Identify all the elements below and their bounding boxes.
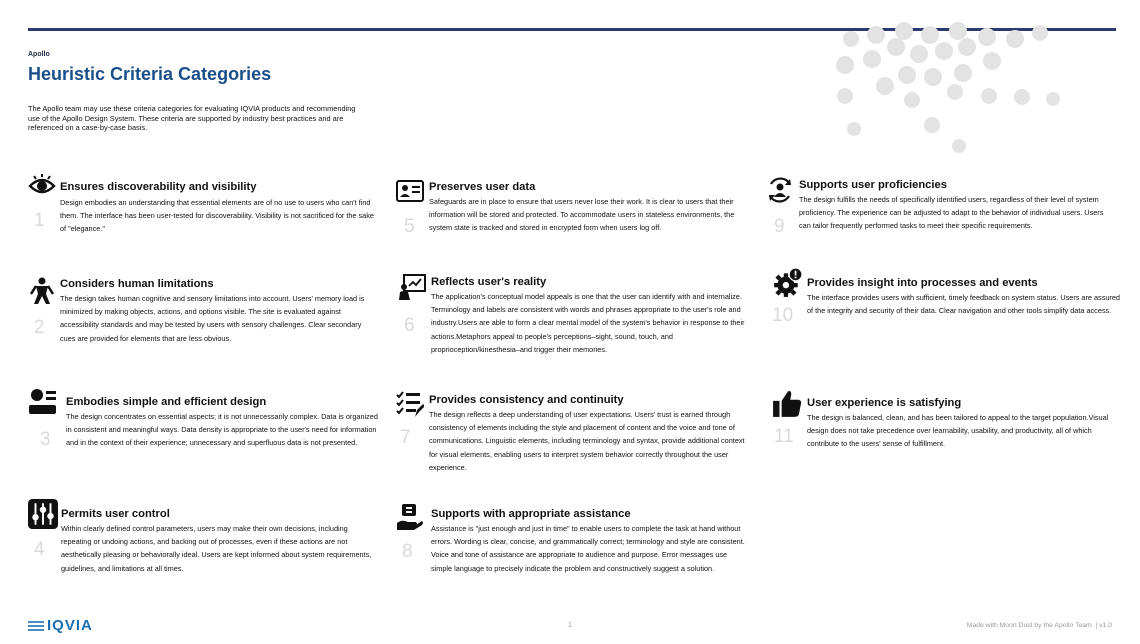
criterion-number: 9: [774, 216, 785, 237]
criterion-body: The design takes human cognitive and sensory limitations into account. Users' memory load is minimized by making objects, actions, and options visible. The site is evaluated against accessibility standards and may be tested by users with sensory challenges. Clear secondary cues are provided for elements that are less obvious.: [60, 294, 365, 343]
criterion-body: Safeguards are in place to ensure that users never lose their work. It is clear to users that their information will be stored and protected. To accommodate users in stateless environments, the system state is tracked and stored in encrypted form when users log off.: [429, 197, 735, 233]
criterion-title: Preserves user data: [429, 181, 536, 193]
intro-text: The Apollo team may use these criteria categories for evaluating IQVIA products and recommending use of the Apollo Design System. These criteria are supported by industry best practices and are referenced on a case-by-case basis.: [28, 104, 356, 133]
page-number: 1: [568, 622, 572, 629]
thumbs-up-icon: [772, 388, 802, 418]
criterion-title: Supports user proficiencies: [799, 179, 947, 191]
page-title: Heuristic Criteria Categories: [28, 64, 272, 84]
criterion-number: 6: [404, 315, 415, 336]
criterion-title: Ensures discoverability and visibility: [60, 181, 257, 193]
criterion-title: Supports with appropriate assistance: [431, 508, 631, 520]
criterion-body: The design concentrates on essential aspects; it is not unnecessarily complex. Data is organized in consistent and meaningful ways. Data density is appropriate to the user's need for information and in the context of their experience; unnecessary and superfluous data is not presented.: [66, 412, 378, 448]
criterion-number: 10: [772, 305, 794, 326]
criterion-body: The interface provides users with sufficient, timely feedback on system status. Users are assured of the integrity and security of their data. Clear navigation and other tools simplify data access.: [807, 293, 1120, 316]
criterion-body: Within clearly defined control parameters, users may make their own decisions, including repeating or undoing actions, and backing out of processes, even if these actions are not aesthetically pleasing or behaviorally ideal. Users are kept informed about system requirements, guidelines, and limitations at all times.: [61, 524, 372, 573]
checklist-icon: [396, 391, 424, 419]
sliders-icon: [28, 499, 58, 529]
criterion-title: Embodies simple and efficient design: [66, 396, 267, 408]
criterion-title: Permits user control: [61, 508, 170, 520]
criterion-title: Provides insight into processes and events: [807, 277, 1038, 289]
criterion-body: The design is balanced, clean, and has been tailored to appeal to the target population.Visual design does not take precedence over learnability, usability, and productivity, all of which contribute to the users' sense of fulfillment.: [807, 413, 1109, 449]
gear-alert-icon: [772, 268, 802, 298]
brand-label: Apollo: [28, 51, 50, 58]
criterion-number: 1: [34, 210, 45, 231]
criterion-number: 4: [34, 539, 45, 560]
criterion-body: Design embodies an understanding that essential elements are of no use to users who can't find them. The interface has been user-tested for discoverability. Visibility is not sacrificed for the sake of "elegance.": [60, 198, 374, 234]
criterion-title: User experience is satisfying: [807, 397, 962, 409]
criterion-number: 2: [34, 317, 45, 338]
criterion-number: 3: [40, 429, 51, 450]
criterion-body: Assistance is "just enough and just in time" to enable users to complete the task at hand without errors. Wording is clear, concise, and grammatically correct; terminology and style are consistent. Voice and tone of assistance are appropriate to audience and purpose. Error messages use simple language to precisely indicate the problem and constructively suggest a solution.: [431, 524, 745, 573]
logo-lines-icon: [28, 620, 44, 632]
user-cycle-icon: [766, 176, 794, 204]
footer-credit: Made with Moon Dust by the Apollo Team. | v1.0: [966, 622, 1112, 629]
eye-icon: [28, 172, 56, 200]
criterion-body: The application's conceptual model appeals is one that the user can identify with and internalize. Terminology and labels are consistent with words and phrases appropriate to the user's role and industry.Users are able to form a clear mental model of the system's behavior in response to their actions.Metaphors appeal to people's perceptions–sight, sound, touch, and proprioception/kinesthesia–and trigger their memories.: [431, 292, 745, 354]
criterion-number: 5: [404, 216, 415, 237]
criterion-number: 7: [400, 427, 411, 448]
criterion-title: Considers human limitations: [60, 278, 214, 290]
criterion-body: The design fulfills the needs of specifically identified users, regardless of their level of system proficiency. The experience can be adjusted to adapt to the behavior of individual users. Users can tailor frequently performed tasks to meet their specific requirements.: [799, 195, 1104, 231]
criterion-body: The design reflects a deep understanding of user expectations. Users' trust is earned through consistency of elements including the style and placement of content and the voice and tone of communications. Linguistic elements, including terminology and syntax, provide additional context for visual elements, enabling users to interpret system behavior correctly throughout the user experience.: [429, 410, 745, 472]
criterion-title: Provides consistency and continuity: [429, 394, 624, 406]
criterion-number: 11: [774, 426, 794, 447]
profile-list-icon: [28, 388, 56, 416]
hand-help-icon: [396, 503, 424, 531]
presenter-icon: [396, 273, 428, 301]
decorative-dots: [0, 0, 1140, 170]
iqvia-logo: [28, 617, 93, 634]
criterion-number: 8: [402, 541, 413, 562]
criterion-title: Reflects user's reality: [431, 276, 547, 288]
logo-wordmark: IQVIA: [47, 617, 93, 634]
person-icon: [28, 277, 56, 305]
id-card-icon: [396, 178, 424, 206]
